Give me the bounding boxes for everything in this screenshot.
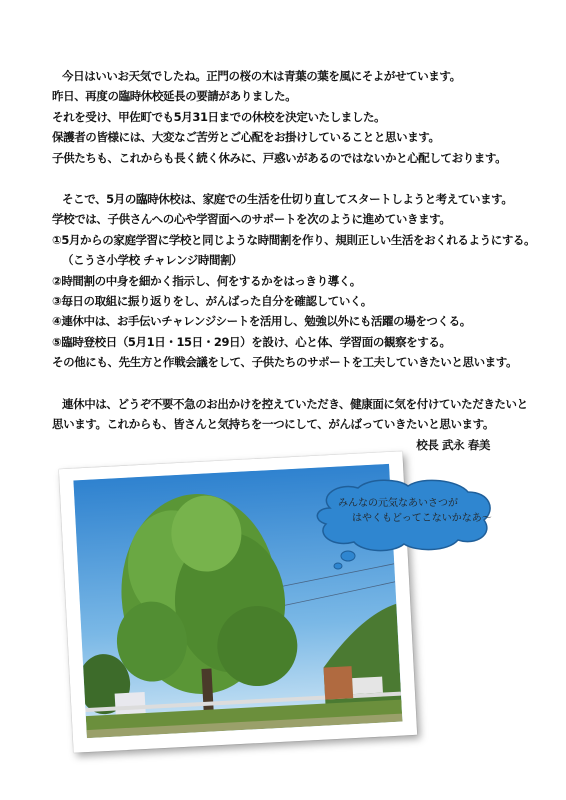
list-item-1-note: （こうさ小学校 チャレンジ時間割）	[62, 253, 243, 268]
paragraph-1	[52, 66, 542, 168]
bubble-text	[338, 496, 492, 526]
text-line: 昨日、再度の臨時休校延長の要請がありました。	[52, 89, 297, 104]
signature: 校長 武永 春美	[416, 437, 490, 452]
bubble-line-2: はやくもどってこないかなあ～	[352, 513, 492, 524]
text-line: それを受け、甲佐町でも5月31日までの休校を決定いたしました。	[52, 109, 386, 124]
letter-body	[52, 66, 542, 455]
paragraph-3	[52, 394, 542, 455]
text-line: 今日はいいお天気でしたね。正門の桜の木は青葉の葉を風にそよがせています。	[62, 69, 461, 83]
text-line: その他にも、先生方と作戦会議をして、子供たちのサポートを工夫していきたいと思います。	[52, 355, 518, 370]
text-line: 保護者の皆様には、大変なご苦労とご心配をお掛けしていることと思います。	[52, 130, 440, 145]
list-item-3: ③毎日の取組に振り返りをし、がんばった自分を確認していく。	[52, 294, 372, 309]
list-item-5: ⑤臨時登校日（5月1日・15日・29日）を設け、心と体、学習面の観察をする。	[52, 334, 451, 349]
list-item-4: ④連休中は、お手伝いチャレンジシートを活用し、勉強以外にも活躍の場をつくる。	[52, 314, 471, 329]
paragraph-2	[52, 189, 542, 373]
bubble-line-1: みんなの元気なあいさつが	[338, 498, 458, 509]
list-item-2: ②時間割の中身を細かく指示し、何をするかをはっきり導く。	[52, 273, 361, 288]
text-line: 学校では、子供さんへの心や学習面へのサポートを次のように進めていきます。	[52, 212, 451, 227]
text-line: 思います。これからも、皆さんと気持ちを一つにして、がんばっていきたいと思います。	[52, 417, 494, 432]
list-item-1: ①5月からの家庭学習に学校と同じような時間割を作り、規則正しい生活をおくれるようにする。	[52, 232, 536, 247]
text-line: 子供たちも、これからも長く続く休みに、戸惑いがあるのではないかと心配しております。	[52, 150, 507, 165]
text-line: そこで、5月の臨時休校は、家庭での生活を仕切り直してスタートしようと考えています。	[62, 192, 513, 207]
thought-bubble	[308, 478, 498, 550]
text-line: 連休中は、どうぞ不要不急のお出かけを控えていただき、健康面に気を付けていただきたいと	[62, 396, 528, 411]
